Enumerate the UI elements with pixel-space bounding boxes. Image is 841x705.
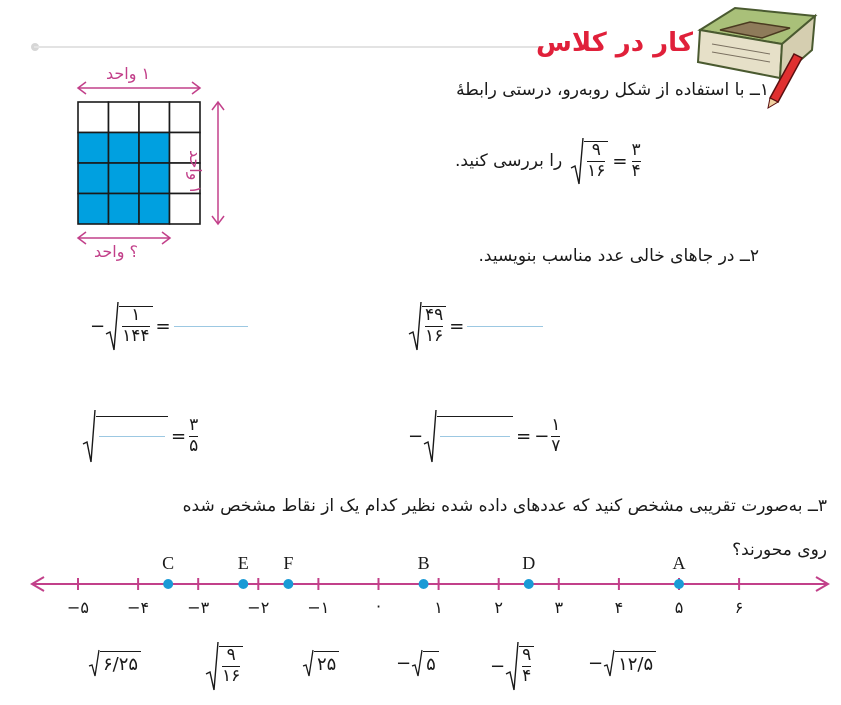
axis-point-B[interactable]: [419, 579, 429, 589]
axis-point-C[interactable]: [163, 579, 173, 589]
axis-point-label-A: A: [672, 553, 686, 573]
axis-point-A[interactable]: [674, 579, 684, 589]
sqrt-9-16: $\frac{۹}{۱۶}$: [570, 136, 608, 186]
bottom-label: ؟ واحد: [94, 242, 139, 261]
grid-cell-shaded: [78, 163, 109, 194]
right-label: ۱ واحد: [186, 150, 205, 195]
axis-tick-label: ۰: [374, 596, 383, 615]
section-badge: کار در کلاس: [536, 28, 694, 58]
expr-neg-sqrt-1-144: − $\frac{۱}{۱۴۴}$ =: [90, 300, 248, 352]
axis-point-label-B: B: [417, 553, 430, 573]
grid-cell: [170, 102, 201, 133]
top-label: ۱ واحد: [106, 64, 151, 83]
number-line: [0, 545, 841, 635]
grid-cell: [78, 102, 109, 133]
option-neg-sqrt-9-4: − $\frac{۹}{۴}$: [490, 640, 534, 692]
axis-tick-label: ۴: [614, 598, 624, 617]
expr-neg-sqrt-blank-neg-1-7: − = − $\frac{۱}{۷}$: [408, 408, 560, 464]
option-sqrt-9-16: $\frac{۹}{۱۶}$: [205, 640, 243, 692]
axis-tick-label: ۲: [494, 598, 503, 617]
grid-cell-shaded: [78, 133, 109, 164]
grid-cell: [139, 102, 170, 133]
question-3-text-line-1: ۳ــ به‌صورت تقریبی مشخص کنید که عددهای داده شده نظیر کدام یک از نقاط مشخص شده: [182, 496, 827, 516]
grid-figure: [70, 62, 260, 272]
axis-point-label-C: C: [162, 553, 175, 573]
grid-cell-shaded: [109, 133, 140, 164]
axis-tick-label: ۳: [554, 598, 564, 617]
expr-sqrt-blank-3-5: = $\frac{۳}{۵}$: [82, 408, 198, 464]
top-arrow: [78, 82, 200, 94]
question-1-check-text: را بررسی کنید.: [455, 151, 563, 171]
fraction-3-4: $\frac{۳}{۴}$: [631, 139, 641, 181]
axis-point-label-F: F: [283, 553, 294, 573]
answer-blank-3[interactable]: [99, 436, 165, 437]
answer-blank-2[interactable]: [467, 326, 543, 327]
right-arrow: [212, 102, 224, 224]
header-rule: [34, 46, 544, 48]
answer-blank-4[interactable]: [440, 436, 510, 437]
grid-cell-shaded: [78, 194, 109, 225]
grid-cell: [170, 194, 201, 225]
expr-sqrt-49-16: $\frac{۴۹}{۱۶}$ =: [408, 300, 543, 352]
axis-tick-label: ۵: [674, 598, 684, 617]
question-1-relation: را بررسی کنید. $\frac{۹}{۱۶}$ = $\frac{۳}{۴}$: [455, 136, 641, 186]
option-sqrt-6-25: ۶/۲۵: [88, 648, 141, 678]
option-sqrt-25: ۲۵: [302, 648, 339, 678]
axis-tick-label: −۲: [247, 598, 270, 617]
axis-tick-label: ۱: [434, 598, 443, 617]
axis-point-label-E: E: [237, 553, 249, 573]
answer-blank-1[interactable]: [174, 326, 248, 327]
question-3-text-line-2: روی محورند؟: [732, 540, 827, 560]
axis-tick-label: ۶: [734, 598, 744, 617]
option-neg-sqrt-12-5: − ۱۲/۵: [588, 648, 656, 678]
axis-tick-label: −۵: [67, 598, 89, 617]
axis-point-D[interactable]: [524, 579, 534, 589]
grid-cell-shaded: [139, 133, 170, 164]
axis-point-label-D: D: [522, 553, 536, 573]
axis-point-F[interactable]: [283, 579, 293, 589]
grid-cell-shaded: [109, 163, 140, 194]
axis-tick-label: −۱: [307, 598, 330, 617]
grid-cell: [109, 102, 140, 133]
unit-grid: [78, 102, 200, 224]
axis-tick-label: −۳: [187, 598, 210, 617]
axis-point-E[interactable]: [238, 579, 248, 589]
grid-cell-shaded: [139, 194, 170, 225]
question-2-text: ۲ــ در جاهای خالی عدد مناسب بنویسید.: [478, 246, 759, 266]
grid-cell-shaded: [139, 163, 170, 194]
axis-tick-label: −۴: [127, 598, 150, 617]
grid-cell-shaded: [109, 194, 140, 225]
option-neg-sqrt-5: − ۵: [396, 648, 439, 678]
question-1-text: ۱ــ با استفاده از شکل روبه‌رو، درستی رابطهٔ: [456, 80, 769, 100]
